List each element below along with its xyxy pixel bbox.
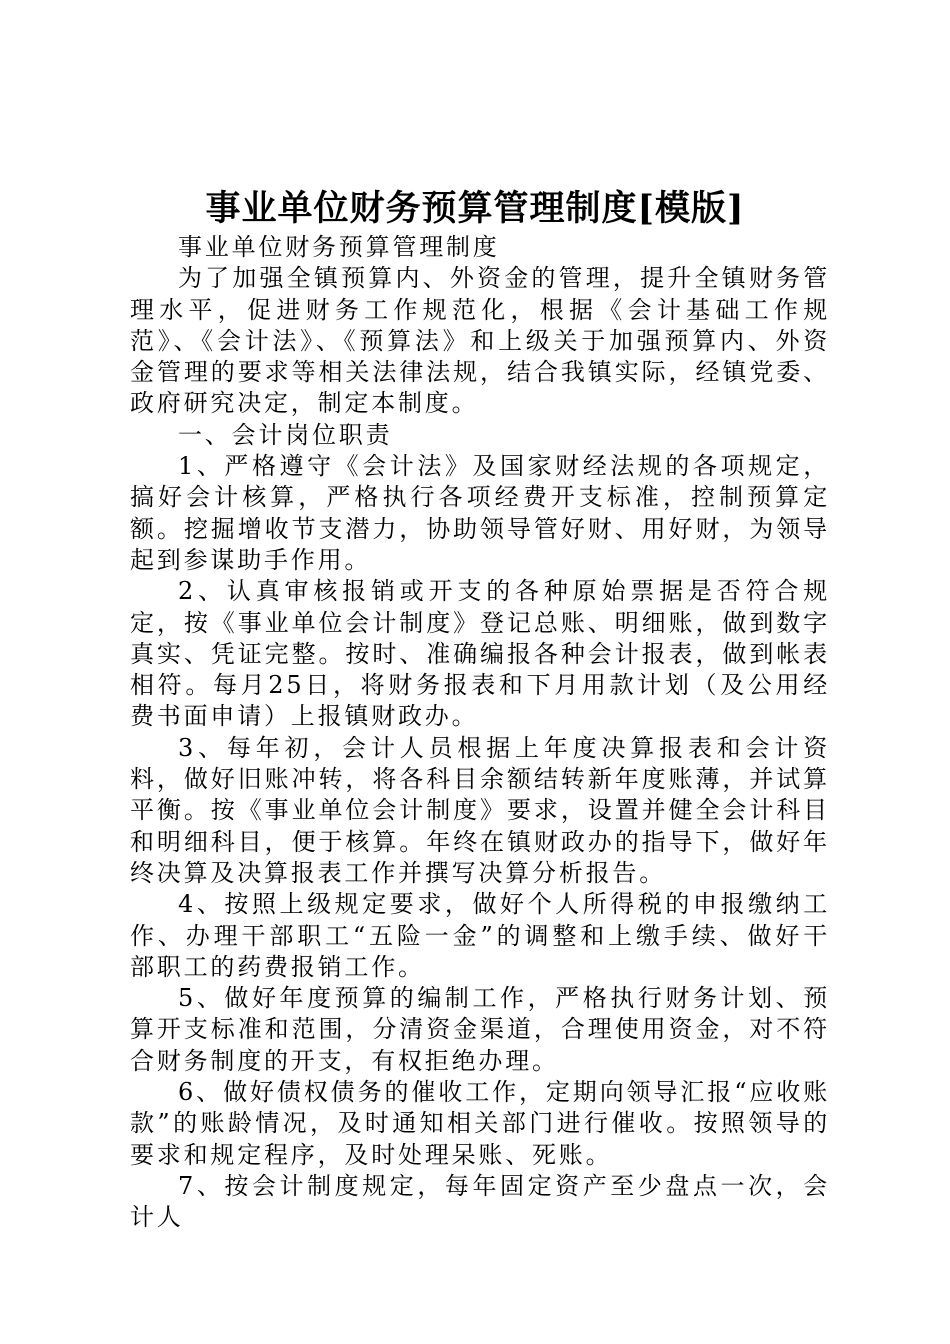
document-title: 事业单位财务预算管理制度[模版] [205,188,745,229]
clause-paragraph-6: 6、做好债权债务的催收工作，定期向领导汇报“应收账款”的账龄情况，及时通知相关部门进行催收。按照领导的要求和规定程序，及时处理呆账、死账。 [130,1078,830,1169]
clause-paragraph-3: 3、每年初，会计人员根据上年度决算报表和会计资料，做好旧账冲转，将各科目余额结转新年度账薄，并试算平衡。按《事业单位会计制度》要求，设置并健全会计科目和明细科目，便于核算。年终在镇财政办的指导下，做好年终决算及决算报表工作并撰写决算分析报告。 [130,733,830,887]
intro-paragraph: 为了加强全镇预算内、外资金的管理，提升全镇财务管理水平，促进财务工作规范化，根据《会计基础工作规范》、《会计法》、《预算法》和上级关于加强预算内、外资金管理的要求等相关法律法规，结合我镇实际，经镇党委、政府研究决定，制定本制度。 [130,264,830,418]
clause-paragraph-4: 4、按照上级规定要求，做好个人所得税的申报缴纳工作、办理干部职工“五险一金”的调整和上缴手续、做好干部职工的药费报销工作。 [130,890,830,981]
clause-paragraph-1: 1、严格遵守《会计法》及国家财经法规的各项规定，搞好会计核算，严格执行各项经费开支标准，控制预算定额。挖掘增收节支潜力，协助领导管好财、用好财，为领导起到参谋助手作用。 [130,452,830,574]
document-body [130,232,830,1234]
section-heading: 一、会计岗位职责 [178,420,393,449]
clause-paragraph-5: 5、做好年度预算的编制工作，严格执行财务计划、预算开支标准和范围，分清资金渠道，合理使用资金，对不符合财务制度的开支，有权拒绝办理。 [130,984,830,1075]
clause-paragraph-7: 7、按会计制度规定，每年固定资产至少盘点一次，会计人 [130,1171,830,1232]
clause-paragraph-2: 2、认真审核报销或开支的各种原始票据是否符合规定，按《事业单位会计制度》登记总账、明细账，做到数字真实、凭证完整。按时、准确编报各种会计报表，做到帐表相符。每月25日，将财务报表和下月用款计划（及公用经费书面申请）上报镇财政办。 [130,577,830,731]
subtitle-paragraph: 事业单位财务预算管理制度 [178,233,500,261]
